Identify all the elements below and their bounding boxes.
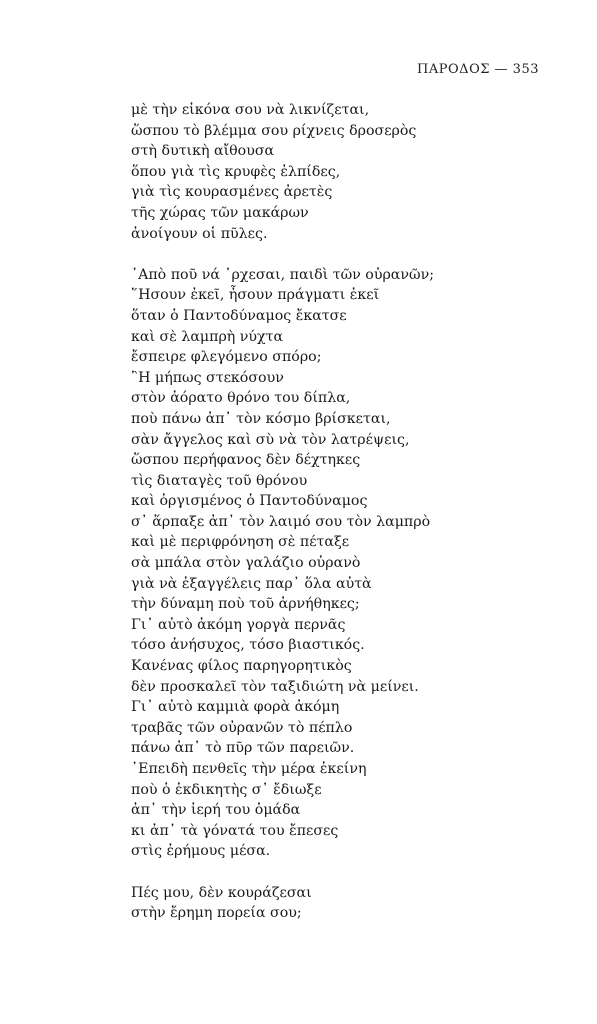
poem-line: πάνω ἀπ᾿ τὸ πῦρ τῶν παρειῶν.: [131, 740, 355, 757]
poem-line: ἔσπειρε φλεγόμενο σπόρο;: [131, 349, 322, 366]
poem-line: σὰ μπάλα στὸν γαλάζιο οὐρανὸ: [131, 555, 361, 572]
poem-line: Γι᾿ αὐτὸ ἀκόμη γοργὰ περνᾶς: [131, 616, 346, 633]
poem-line: στὶς ἐρήμους μέσα.: [131, 843, 271, 860]
stanza-1: [131, 100, 551, 244]
poem-line: ὅπου γιὰ τὶς κρυφὲς ἐλπίδες,: [131, 163, 341, 180]
poem-line: γιὰ τὶς κουρασμένες ἀρετὲς: [131, 184, 333, 201]
poem-line: ὥσπου περήφανος δὲν δέχτηκες: [131, 452, 361, 469]
poem-line: μὲ τὴν εἰκόνα σου νὰ λικνίζεται,: [131, 102, 370, 118]
poem-line: στὴ δυτικὴ αἴθουσα: [131, 143, 275, 160]
stanza-3: [131, 883, 551, 924]
stanza-break: [131, 862, 551, 883]
poem-line: στὴν ἔρημη πορεία σου;: [131, 905, 302, 922]
poem-line: ῍Η μήπως στεκόσουν: [131, 369, 284, 386]
poem-line: καὶ σὲ λαμπρὴ νύχτα: [131, 328, 284, 345]
poem-line: ὅταν ὁ Παντοδύναμος ἔκατσε: [131, 307, 347, 324]
poem-line: τόσο ἀνήσυχος, τόσο βιαστικός.: [131, 637, 365, 654]
poem-line: καὶ μὲ περιφρόνηση σὲ πέταξε: [131, 534, 350, 551]
poem-line: ῞Ησουν ἐκεῖ, ἦσουν πράγματι ἐκεῖ: [131, 287, 380, 304]
poem-line: τῆς χώρας τῶν μακάρων: [131, 204, 309, 221]
poem-body: [131, 100, 551, 924]
poem-line: σὰν ἄγγελος καὶ σὺ νὰ τὸν λατρέψεις,: [131, 431, 410, 448]
poem-line: κι ἀπ᾿ τὰ γόνατά του ἔπεσες: [131, 822, 339, 839]
poem-line: Γι᾿ αὐτὸ καμμιὰ φορὰ ἀκόμη: [131, 699, 340, 716]
poem-line: Κανένας φίλος παρηγορητικὸς: [131, 658, 352, 675]
poem-line: ποὺ πάνω ἀπ᾿ τὸν κόσμο βρίσκεται,: [131, 410, 391, 427]
poem-line: τὴν δύναμη ποὺ τοῦ ἀρνήθηκες;: [131, 596, 360, 613]
stanza-break: [131, 244, 551, 265]
poem-line: τὶς διαταγὲς τοῦ θρόνου: [131, 472, 308, 489]
poem-line: ποὺ ὁ ἐκδικητὴς σ᾿ ἔδιωξε: [131, 781, 322, 798]
poem-line: Πές μου, δὲν κουράζεσαι: [131, 884, 312, 901]
poem-line: ᾿Επειδὴ πενθεῖς τὴν μέρα ἐκείνη: [131, 761, 367, 777]
poem-line: στὸν ἀόρατο θρόνο του δίπλα,: [131, 390, 351, 407]
stanza-2: [131, 265, 551, 862]
poem-line: ἀνοίγουν οἱ πῦλες.: [131, 225, 268, 242]
poem-line: καὶ ὀργισμένος ὁ Παντοδύναμος: [131, 493, 368, 510]
poem-line: δὲν προσκαλεῖ τὸν ταξιδιώτη νὰ μείνει.: [131, 678, 419, 695]
running-head: ΠΑΡΟΔΟΣ — 353: [417, 62, 539, 77]
poem-line: γιὰ νὰ ἐξαγγέλεις παρ᾿ ὅλα αὐτὰ: [131, 575, 372, 592]
poem-line: ᾿Απὸ ποῦ νά ᾿ρχεσαι, παιδὶ τῶν οὐρανῶν;: [131, 266, 434, 283]
poem-line: ὥσπου τὸ βλέμμα σου ρίχνεις δροσερὸς: [131, 122, 417, 139]
poem-line: ἀπ᾿ τὴν ἱερή του ὁμάδα: [131, 802, 301, 819]
poem-line: σ᾿ ἅρπαξε ἀπ᾿ τὸν λαιμό σου τὸν λαμπρὸ: [131, 513, 431, 530]
poem-line: τραβᾶς τῶν οὐρανῶν τὸ πέπλο: [131, 719, 353, 736]
